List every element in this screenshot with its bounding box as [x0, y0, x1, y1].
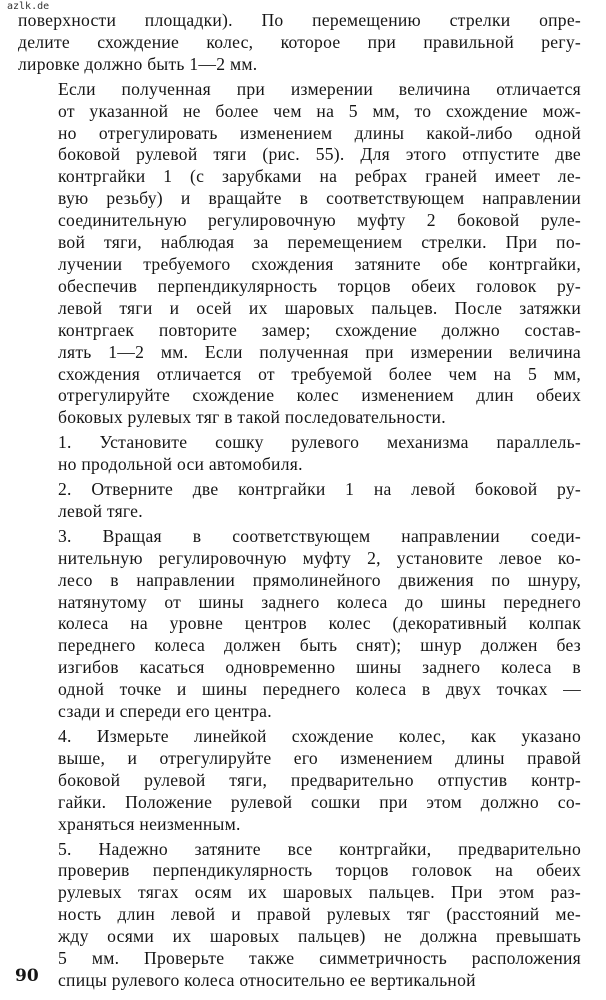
- text-line: 5 мм. Проверьте также симметричность расположения: [58, 948, 581, 969]
- text-line: от указанной не более чем на 5 мм, то схождение мож-: [58, 100, 581, 121]
- paragraph: [18, 432, 581, 476]
- text-line: лучении требуемого схождения затяните обе контргайки,: [58, 253, 581, 274]
- text-line: но отрегулировать изменением длины какой-либо одной: [58, 122, 581, 143]
- text-line: храняться неизменным.: [58, 813, 241, 834]
- paragraph: [18, 10, 581, 76]
- text-line: левой тяги и осей их шаровых пальцев. После затяжки: [58, 297, 581, 318]
- text-line: 4. Измерьте линейкой схождение колес, как указано: [58, 726, 581, 746]
- text-line: рулевых тягах осям их шаровых пальцев. При этом раз-: [58, 882, 581, 903]
- text-line: вой тяги, наблюдая за перемещением стрелки. При по-: [58, 232, 581, 253]
- text-line: натянутому от шины заднего колеса до шины переднего: [58, 591, 581, 612]
- page-number: 90: [15, 966, 39, 986]
- text-line: проверив перпендикулярность торцов головок на обеих: [58, 860, 581, 881]
- paragraph: [18, 479, 581, 523]
- text-line: боковой рулевой тяги, предварительно отпустив контр-: [58, 769, 581, 790]
- paragraph: [18, 839, 581, 992]
- text-line: обеспечив перпендикулярность торцов обеих головок ру-: [58, 275, 581, 296]
- text-line: 3. Вращая в соответствующем направлении соеди-: [58, 525, 581, 546]
- text-line: выше, и отрегулируйте его изменением длины правой: [58, 747, 581, 768]
- paragraph: [18, 726, 581, 836]
- text-line: спицы рулевого колеса относительно ее вертикальной: [58, 969, 476, 990]
- text-line: левой тяге.: [58, 500, 143, 521]
- text-line: одной точке и шины переднего колеса в двух точках —: [58, 679, 581, 700]
- text-line: схождения отличается от требуемой более чем на 5 мм,: [58, 363, 581, 384]
- text-line: боковой рулевой тяги (рис. 55). Для этого отпустите две: [58, 144, 581, 165]
- paragraph: [18, 526, 581, 723]
- text-line: контргаек повторите замер; схождение должно состав-: [58, 319, 581, 340]
- watermark: azlk.de: [7, 1, 50, 12]
- text-line: 5. Надежно затяните все контргайки, предварительно: [58, 838, 581, 859]
- text-line: вую резьбу) и вращайте в соответствующем направлении: [58, 188, 581, 209]
- text-line: изгибов касаться одновременно шины заднего колеса в: [58, 657, 581, 678]
- text-line: переднего колеса должен быть снят); шнур должен без: [58, 635, 581, 656]
- text-line: боковых рулевых тяг в такой последовательности.: [58, 407, 446, 428]
- text-line: отрегулируйте схождение колес изменением длин обеих: [58, 385, 581, 406]
- text-line: контргайки 1 (с зарубками на ребрах граней имеет ле-: [58, 166, 581, 187]
- text-line: делите схождение колес, которое при правильной регу-: [18, 31, 581, 52]
- text-line: лесо в направлении прямолинейного движения по шнуру,: [58, 569, 581, 590]
- text-line: лировке должно быть 1—2 мм.: [18, 53, 258, 74]
- text-line: жду осями их шаровых пальцев) не должна превышать: [58, 926, 581, 947]
- text-line: ность длин левой и правой рулевых тяг (расстояний ме-: [58, 904, 581, 925]
- paragraph: [18, 79, 581, 430]
- text-line: сзади и спереди его центра.: [58, 701, 272, 722]
- text-line: гайки. Положение рулевой сошки при этом должно со-: [58, 791, 581, 812]
- text-line: лять 1—2 мм. Если полученная при измерении величина: [58, 341, 581, 362]
- text-line: Если полученная при измерении величина отличается: [58, 78, 581, 99]
- text-line: колеса на уровне центров колес (декоративный колпак: [58, 613, 581, 634]
- text-line: соединительную регулировочную муфту 2 боковой руле-: [58, 210, 581, 231]
- text-line: 2. Отверните две контргайки 1 на левой боковой ру-: [58, 479, 581, 500]
- text-line: 1. Установите сошку рулевого механизма параллель-: [58, 432, 581, 453]
- text-line: но продольной оси автомобиля.: [58, 454, 303, 475]
- text-line: поверхности площадки). По перемещению стрелки опре-: [18, 10, 581, 30]
- page-text: [18, 10, 581, 995]
- text-line: нительную регулировочную муфту 2, установите левое ко-: [58, 547, 581, 568]
